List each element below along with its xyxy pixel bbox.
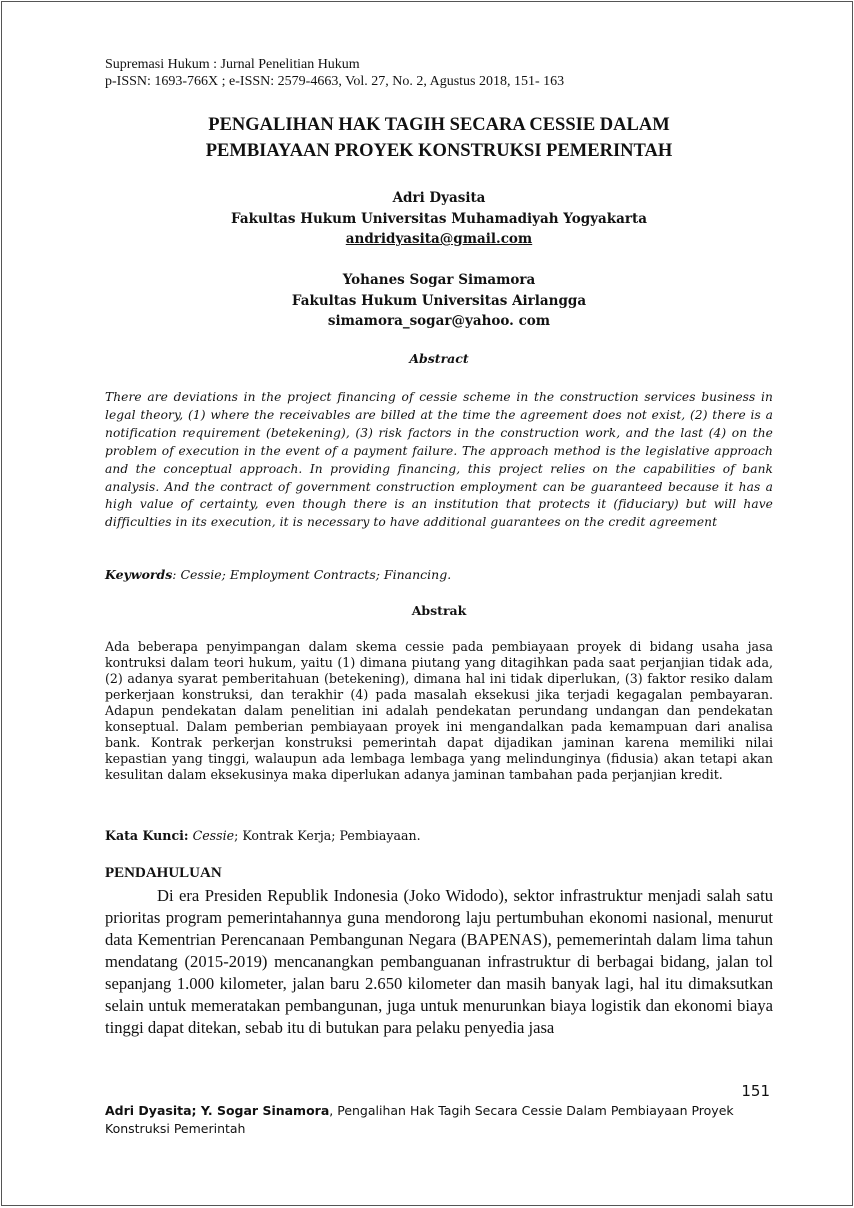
author-name: Yohanes Sogar Simamora	[342, 272, 536, 288]
journal-issn: p-ISSN: 1693-766X ; e-ISSN: 2579-4663, Vol. 27, No. 2, Agustus 2018, 151- 163	[105, 74, 565, 89]
abstract-indonesian: Ada beberapa penyimpangan dalam skema cessie pada pembiayaan proyek di bidang usaha jasa kontruksi dalam teori hukum, yaitu (1) dimana piutang yang ditagihkan pada saat perjanjian tidak ada, (2) adanya syarat pemberitahuan (betekening), dimana hal ini tidak diperlukan, (3) faktor resiko dalam perkerjaan konstruksi, dan terakhir (4) pada masalah eksekusi jika terjadi kegagalan pembayaran. Adapun pendekatan dalam penelitian ini adalah pendekatan perundang undangan dan pendekatan konseptual. Dalam pemberian pembiayaan proyek ini mengandalkan pada kemampuan dari analisa bank. Kontrak perkerjan konstruksi pemerintah dapat dijadikan jaminan karena memiliki nilai kepastian yang tinggi, walaupun ada lembaga lembaga yang melindunginya (fidusia) akan tetapi akan kesulitan dalam eksekusinya maka diperlukan adanya jaminan tambahan pada perjanjian kredit.	[105, 639, 773, 782]
abstract-english: There are deviations in the project financing of cessie scheme in the construction services business in legal theory, (1) where the receivables are billed at the time the agreement does not exist, (2) there is a notification requirement (betekening), (3) risk factors in the construction work, and the last (4) on the problem of execution in the event of a payment failure. The approach method is the legislative approach and the conceptual approach. In providing financing, this project relies on the capabilities of bank analysis. And the contract of government construction employment can be guaranteed because it has a high value of certainty, even though there is an institution that protects it (fiduciary) but will have difficulties in its execution, it is necessary to have additional guarantees on the credit agreement	[105, 390, 773, 530]
author-block-2	[105, 270, 773, 332]
title-line-1: PENGALIHAN HAK TAGIH SECARA CESSIE DALAM	[208, 115, 670, 135]
title-line-2: PEMBIAYAAN PROYEK KONSTRUKSI PEMERINTAH	[205, 141, 673, 161]
journal-header	[105, 56, 564, 90]
abstract-heading: Abstract	[409, 351, 469, 366]
kata-kunci-rest: ; Kontrak Kerja; Pembiayaan.	[234, 828, 421, 843]
author-email: simamora_sogar@yahoo. com	[327, 313, 551, 329]
section-body: Di era Presiden Republik Indonesia (Joko Widodo), sektor infrastruktur menjadi salah satu prioritas program pemerintahannya guna mendorong laju pertumbuhan ekonomi nasional, menurut data Kementrian Perencanaan Pembangunan Negara (BAPENAS), pememerintah dalam lima tahun mendatang (2015-2019) mencanangkan pembanguanan infrastruktur di berbagai bidang, jalan tol sepanjang 1.000 kilometer, jalan baru 2.650 kilometer dan masih banyak lagi, hal itu dimaksutkan selain untuk memeratakan pembangunan, juga untuk menurunkan biaya logistik dan ekonomi biaya tinggi dapat ditekan, sebab itu di butukan para pelaku penyedia jasa	[105, 886, 773, 1037]
footer-authors: Adri Dyasita; Y. Sogar Sinamora	[105, 1103, 330, 1118]
footer-citation: , Pengalihan Hak Tagih Secara Cessie Dalam Pembiayaan Proyek Konstruksi Pemerintah	[105, 1103, 734, 1136]
page-footer	[105, 1102, 773, 1138]
page-number: 151	[741, 1082, 770, 1100]
author-block-1	[105, 188, 773, 250]
keywords-values: : Cessie; Employment Contracts; Financing.	[172, 567, 452, 582]
document-page	[1, 1, 853, 1206]
author-email-link[interactable]: andridyasita@gmail.com	[345, 231, 533, 247]
kata-kunci-line	[105, 828, 421, 843]
author-affiliation: Fakultas Hukum Universitas Muhamadiyah Yogyakarta	[231, 210, 647, 227]
kata-kunci-label: Kata Kunci:	[105, 828, 189, 843]
journal-name: Supremasi Hukum : Jurnal Penelitian Hukum	[105, 57, 360, 72]
keywords-label: Keywords	[105, 567, 173, 582]
keywords-line	[105, 567, 451, 582]
paper-title	[105, 112, 773, 164]
kata-kunci-first: Cessie	[192, 828, 235, 843]
abstrak-heading: Abstrak	[411, 603, 467, 618]
author-name: Adri Dyasita	[392, 190, 486, 206]
author-affiliation: Fakultas Hukum Universitas Airlangga	[291, 292, 587, 309]
section-heading: PENDAHULUAN	[105, 865, 222, 881]
